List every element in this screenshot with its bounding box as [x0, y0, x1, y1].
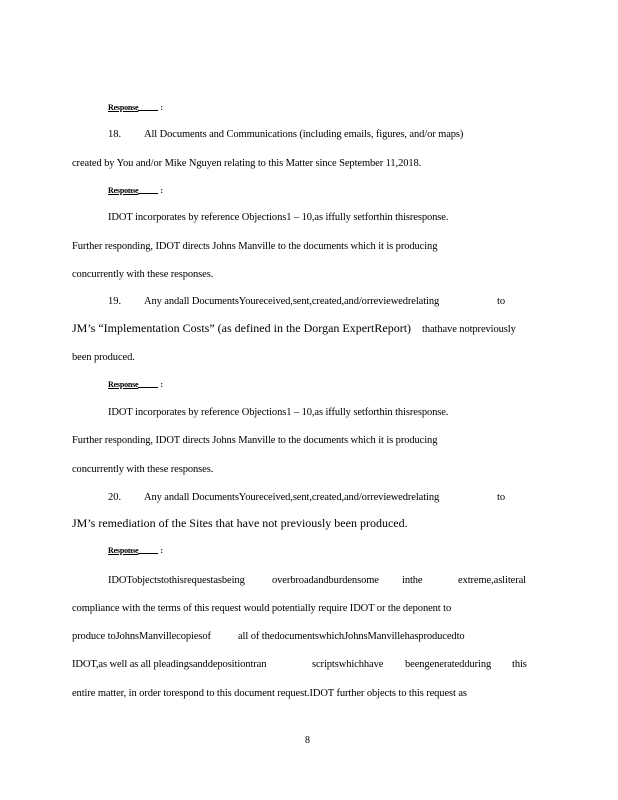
request-18-number: 18. [108, 129, 122, 140]
request-19-line-1: Any andall DocumentsYoureceived,sent,created,and/orreviewedrelating [144, 296, 440, 307]
response-20-line-5: entire matter, in order torespond to this document request.IDOT further objects to this request as [72, 688, 467, 699]
response-heading [108, 186, 163, 196]
response-heading [108, 380, 163, 390]
response-20-line-2: compliance with the terms of this request would potentially require IDOT or the deponent to [72, 603, 452, 614]
request-19-line-2: JM’s “Implementation Costs” (as defined in the Dorgan ExpertReport) [72, 321, 412, 335]
response-label: Response [108, 103, 139, 112]
response-19-line-1: IDOT incorporates by reference Objections1 – 10,as iffully setforthin thisresponse. [108, 407, 449, 418]
response-20-line-3: produce toJohnsManvillecopiesof [72, 631, 211, 642]
response-20-line-4-c: beengeneratedduring [405, 659, 492, 670]
page-number: 8 [305, 735, 310, 746]
response-underline [138, 193, 158, 194]
response-underline [138, 553, 158, 554]
request-18-line-1: All Documents and Communications (including emails, figures, and/or maps) [144, 129, 464, 140]
request-20-line-1: Any andall DocumentsYoureceived,sent,created,and/orreviewedrelating [144, 492, 440, 503]
response-20-line-3-b: all of thedocumentswhichJohnsManvillehasproducedto [238, 631, 465, 642]
response-18-line-1: IDOT incorporates by reference Objections1 – 10,as iffully setforthin thisresponse. [108, 212, 449, 223]
response-20-line-4-d: this [512, 659, 527, 670]
response-colon: : [160, 380, 163, 389]
response-20-line-1-b: overbroadandburdensome [272, 575, 379, 586]
response-heading [108, 103, 163, 113]
response-label: Response [108, 546, 139, 555]
response-20-line-1-d: extreme,asliteral [458, 575, 526, 586]
response-20-line-4-b: scriptswhichhave [312, 659, 384, 670]
request-20-line-1-end: to [497, 492, 505, 503]
response-underline [138, 110, 158, 111]
request-19-number: 19. [108, 296, 122, 307]
response-colon: : [160, 103, 163, 112]
request-20-number: 20. [108, 492, 122, 503]
request-18-line-2: created by You and/or Mike Nguyen relating to this Matter since September 11,2018. [72, 158, 422, 169]
response-20-line-1: IDOTobjectstothisrequestasbeing [108, 575, 245, 586]
response-heading [108, 546, 163, 556]
response-19-line-2: Further responding, IDOT directs Johns Manville to the documents which it is producing [72, 435, 438, 446]
response-20-line-4: IDOT,as well as all pleadingsanddepositiontran [72, 659, 267, 670]
response-label: Response [108, 186, 139, 195]
request-19-line-1-end: to [497, 296, 505, 307]
response-20-line-1-c: inthe [402, 575, 423, 586]
response-underline [138, 387, 158, 388]
request-20-line-2: JM’s remediation of the Sites that have not previously been produced. [72, 516, 408, 530]
response-19-line-3: concurrently with these responses. [72, 464, 214, 475]
request-19-line-2-end: thathave notpreviously [422, 324, 516, 335]
response-label: Response [108, 380, 139, 389]
response-18-line-3: concurrently with these responses. [72, 269, 214, 280]
response-18-line-2: Further responding, IDOT directs Johns Manville to the documents which it is producing [72, 241, 438, 252]
request-19-line-3: been produced. [72, 352, 135, 363]
response-colon: : [160, 186, 163, 195]
response-colon: : [160, 546, 163, 555]
